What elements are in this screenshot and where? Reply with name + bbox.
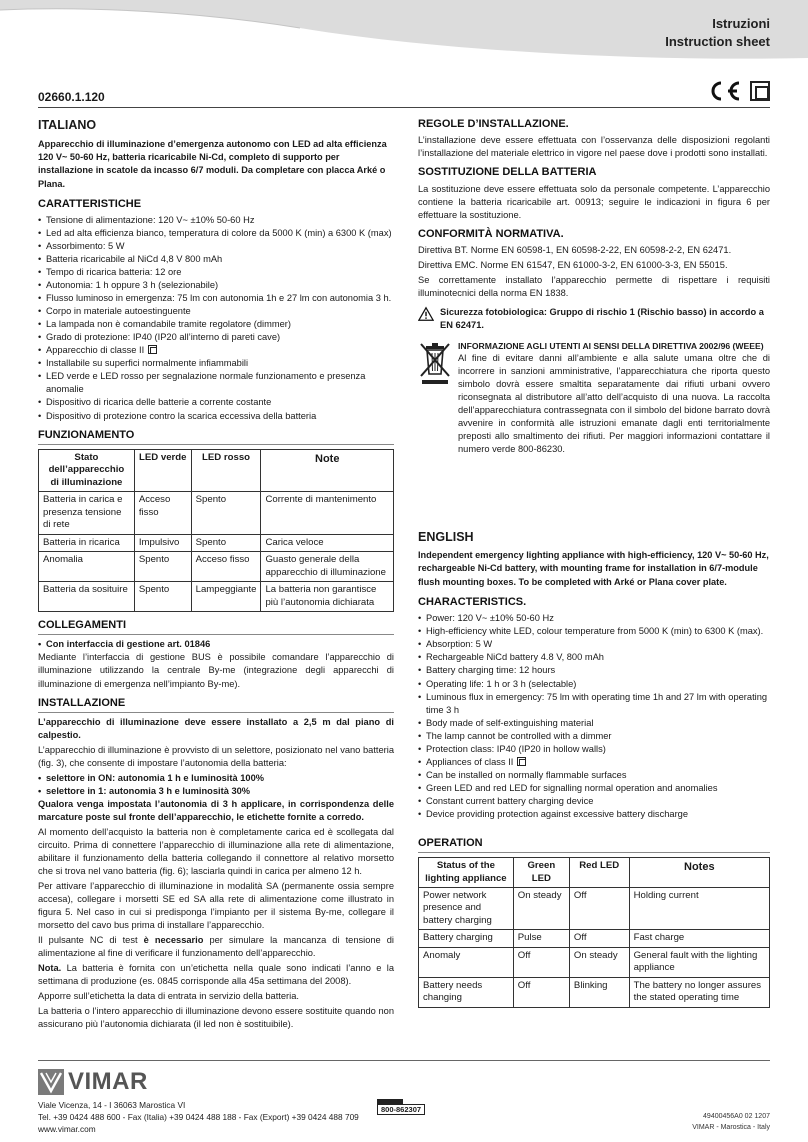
char-item: • Corpo in materiale autoestinguente <box>38 305 394 318</box>
table-row <box>39 582 394 612</box>
status-table-en <box>418 857 770 1008</box>
char-item: • Luminous flux in emergency: 75 lm with operating time 1h and 27 lm with operating time 3 h <box>418 691 770 717</box>
table-cell: Acceso fisso <box>134 492 191 534</box>
nota-label: Nota. <box>38 963 62 974</box>
nota <box>38 962 394 988</box>
char-item-class2 <box>38 344 394 357</box>
regole-title: REGOLE D’INSTALLAZIONE. <box>418 118 569 130</box>
regole-text: L’installazione deve essere effettuata con l’osservanza delle disposizioni regolanti l’installazione del materiale elettrico in vigore nel paese dove i prodotti sono installati. <box>418 135 770 159</box>
char-item: • Tempo di ricarica batteria: 12 ore <box>38 266 394 279</box>
doc-number: 49400456A0 02 1207 <box>703 1113 770 1120</box>
func-title-it: FUNZIONAMENTO <box>38 428 394 445</box>
header-title-en: Instruction sheet <box>665 34 770 49</box>
table-header: Red LED <box>569 858 629 888</box>
char-item-text: Appliances of class II <box>426 756 514 767</box>
table-cell: Lampeggiante <box>191 582 261 612</box>
status-table-it <box>38 449 394 612</box>
table-header: Notes <box>629 858 769 888</box>
sost-text: La sostituzione deve essere effettuata solo da personale competente. L’apparecchio contiene la batteria ricaricabile art. 00913; seguire le indicazioni in figura 6 per effettuare la sostituzione. <box>418 183 770 220</box>
char-list-en <box>418 612 770 820</box>
inst-bold-text: L’apparecchio di illuminazione deve essere installato a 2,5 m dal piano di calpestio. <box>38 716 394 740</box>
website-link[interactable]: www.vimar.com <box>38 1124 96 1135</box>
table-cell: Spento <box>134 582 191 612</box>
char-item-text: Apparecchio di classe II <box>46 345 145 356</box>
intro-it: Apparecchio di illuminazione d’emergenza autonomo con LED ad alta efficienza 120 V~ 50-60 Hz, batteria ricaricabile Ni-Cd, completo di supporto per installazione in scatole da incasso 6/7 moduli. Da completare con placca Arké o Plana. <box>38 138 387 189</box>
char-item: • The lamp cannot be controlled with a dimmer <box>418 730 770 743</box>
table-header-row <box>39 449 394 491</box>
conf-p1: Direttiva BT. Norme EN 60598-1, EN 60598-2-22, EN 60598-2-2, EN 62471. <box>418 245 732 256</box>
char-item: • High-efficiency white LED, colour temperature from 5000 K (min) to 6300 K (max). <box>418 625 770 638</box>
table-cell: Batteria in carica e presenza tensione di rete <box>39 492 135 534</box>
toll-free-badge: 800-862307 <box>377 1104 425 1115</box>
table-cell: Off <box>513 977 569 1007</box>
table-cell: Corrente di mantenimento <box>261 492 394 534</box>
lang-title-en: ENGLISH <box>418 529 474 544</box>
char-item: • LED verde e LED rosso per segnalazione normale funzionamento e presenza anomalie <box>38 370 394 396</box>
table-header: Note <box>261 449 394 491</box>
char-item: • Absorption: 5 W <box>418 638 770 651</box>
table-cell: Guasto generale della apparecchio di illuminazione <box>261 552 394 582</box>
inst-p5: Apporre sull’etichetta la data di entrata in servizio della batteria. <box>38 991 299 1002</box>
header-band <box>0 0 808 62</box>
brand-name: VIMAR <box>68 1068 148 1095</box>
double-insulation-icon <box>148 345 157 354</box>
char-item: • Battery charging time: 12 hours <box>418 664 770 677</box>
char-item: • Led ad alta efficienza bianco, temperatura di colore da 5000 K (min) a 6300 K (max) <box>38 227 394 240</box>
inst-bold <box>38 716 394 742</box>
char-item: • Protection class: IP40 (IP20 in hollow walls) <box>418 743 770 756</box>
vimar-logo-icon <box>38 1069 64 1095</box>
selector-list <box>38 772 394 798</box>
table-cell: Battery needs changing <box>419 977 514 1007</box>
table-cell: On steady <box>569 947 629 977</box>
table-cell: Pulse <box>513 930 569 947</box>
doc-origin: VIMAR - Marostica - Italy <box>692 1123 770 1131</box>
table-cell: Batteria in ricarica <box>39 534 135 551</box>
table-row <box>419 930 770 947</box>
table-cell: The battery no longer assures the stated operating time <box>629 977 769 1007</box>
table-row <box>419 977 770 1007</box>
inst-p1: L’apparecchio di illuminazione è provvisto di un selettore, posizionato nel vano batteria (fig. 3), che consente di impostare l’autonomia della batteria: <box>38 744 394 768</box>
char-item: • Device providing protection against excessive battery discharge <box>418 808 770 821</box>
ce-mark-icon <box>706 80 742 102</box>
table-cell: Spento <box>191 534 261 551</box>
char-item: • Rechargeable NiCd battery 4.8 V, 800 mAh <box>418 651 770 664</box>
table-cell: General fault with the lighting appliance <box>629 947 769 977</box>
header-title-it: Istruzioni <box>712 16 770 31</box>
inst-p4 <box>38 934 394 960</box>
header-swoosh <box>0 0 808 62</box>
table-header-row <box>419 858 770 888</box>
selector-item: • selettore in 1: autonomia 3 h e luminosità 30% <box>38 785 394 798</box>
char-item: • Assorbimento: 5 W <box>38 240 394 253</box>
left-column <box>38 117 394 1033</box>
vimar-logo <box>38 1068 148 1096</box>
photobio-warning <box>418 306 770 332</box>
inst-bold2-text: Qualora venga impostata l’autonomia di 3 h applicare, in corrispondenza delle marcature poste sul fronte dell’apparecchio, le etichette fornite a corredo. <box>38 799 394 823</box>
sost-title: SOSTITUZIONE DELLA BATTERIA <box>418 166 597 179</box>
table-cell: Power network presence and battery charging <box>419 888 514 930</box>
lang-title-it: ITALIANO <box>38 118 97 132</box>
char-item: • Body made of self-extinguishing material <box>418 717 770 730</box>
char-item: • Installabile su superfici normalmente infiammabili <box>38 357 394 370</box>
crossed-bin-icon <box>418 340 452 386</box>
table-cell: Batteria da sosituire <box>39 582 135 612</box>
char-item: • Constant current battery charging device <box>418 795 770 808</box>
table-cell: Spento <box>134 552 191 582</box>
char-item: • Autonomia: 1 h oppure 3 h (selezionabile) <box>38 279 394 292</box>
char-item: • Can be installed on normally flammable surfaces <box>418 769 770 782</box>
table-cell: Anomaly <box>419 947 514 977</box>
table-header: LED rosso <box>191 449 261 491</box>
footer-rule <box>38 1060 770 1061</box>
coll-bullet: • Con interfaccia di gestione art. 01846 <box>38 638 394 651</box>
spacer <box>418 821 770 831</box>
char-item: • Batteria ricaricabile al NiCd 4,8 V 800 mAh <box>38 253 394 266</box>
char-item: • Grado di protezione: IP40 (IP20 all’interno di pareti cave) <box>38 331 394 344</box>
table-row <box>39 552 394 582</box>
certification-marks <box>706 80 770 102</box>
inst-p4-c: per simulare la mancanza di tensione di alimentazione al fine di verificare il funzionamento dell’apparecchio. <box>38 935 394 959</box>
table-cell: Off <box>513 947 569 977</box>
table-cell: On steady <box>513 888 569 930</box>
table-cell: Fast charge <box>629 930 769 947</box>
inst-p3: Per attivare l’apparecchio di illuminazione in modalità SA (permanente ossia sempre accesa), collegare i morsetti SE ed SA alla rete di alimentazione come illustrato in figura 5. Nel caso in cui si predisponga l’impianto per il sistema By-me, collegare il morsetto del cavo bus prima di installare l’apparecchio. <box>38 881 394 931</box>
inst-p2: Al momento dell’acquisto la batteria non è completamente carica ed è scollegata dal circuito. Prima di connettere l’apparecchio di illuminazione alla rete di alimentazione, abilitare il funzionamento della batteria collegando il connettore al relativo morsetto che si trova nel vano batteria (fig. 6); lasciarla quindi in carica per almeno 12 h. <box>38 827 394 877</box>
char-list-it <box>38 214 394 422</box>
inst-p6: La batteria o l’intero apparecchio di illuminazione devono essere sostituite quando non assicurano più l’autonomia dichiarata (il led non è sostituibile). <box>38 1006 394 1030</box>
char-item-class2 <box>418 756 770 769</box>
weee-block <box>418 340 770 458</box>
double-insulation-icon <box>750 81 770 101</box>
conf-p2: Direttiva EMC. Norme EN 61547, EN 61000-3-2, EN 61000-3-3, EN 55015. <box>418 260 728 271</box>
table-cell: Holding current <box>629 888 769 930</box>
table-header: Green LED <box>513 858 569 888</box>
weee-text: Al fine di evitare danni all’ambiente e alla salute umana oltre che di incorrere in sanzioni amministrative, l’apparecchiatura che riporta questo simbolo dovrà essere smaltita separatamente dai rifiuti urbani ovvero riconsegnata al distributore all’atto dell’acquisto di una nuova. La raccolta dell’apparecchiatura contrassegnata con il simbolo del bidone barrato dovrà avvenire in conformità alle istruzioni emanate dagli enti territorialmente preposti allo smaltimento dei rifiuti. Per maggiori informazioni contattare il numero verde 800-86230. <box>458 353 770 455</box>
inst-p4-b: è necessario <box>143 935 204 946</box>
char-title-en: CHARACTERISTICS. <box>418 596 527 609</box>
table-cell: Impulsivo <box>134 534 191 551</box>
company-address <box>38 1099 359 1135</box>
op-title-en: OPERATION <box>418 836 770 853</box>
contact-line: Tel. +39 0424 488 600 - Fax (Italia) +39 0424 488 188 - Fax (Export) +39 0424 488 709 <box>38 1112 359 1123</box>
table-cell: Blinking <box>569 977 629 1007</box>
inst-title-it: INSTALLAZIONE <box>38 696 394 713</box>
table-cell: Carica veloce <box>261 534 394 551</box>
header-rule <box>38 107 770 108</box>
table-cell: La batteria non garantisce più l’autonomia dichiarata <box>261 582 394 612</box>
coll-title-it: COLLEGAMENTI <box>38 618 394 635</box>
char-item: • Tensione di alimentazione: 120 V~ ±10% 50-60 Hz <box>38 214 394 227</box>
spacer <box>418 459 770 529</box>
double-insulation-icon <box>517 757 526 766</box>
table-cell: Off <box>569 888 629 930</box>
char-item: • Power: 120 V~ ±10% 50-60 Hz <box>418 612 770 625</box>
table-row <box>39 492 394 534</box>
char-title-it: CARATTERISTICHE <box>38 197 142 210</box>
selector-item: • selettore in ON: autonomia 1 h e luminosità 100% <box>38 772 394 785</box>
table-cell: Battery charging <box>419 930 514 947</box>
table-cell: Spento <box>191 492 261 534</box>
char-item: • Green LED and red LED for signalling normal operation and anomalies <box>418 782 770 795</box>
address-line: Viale Vicenza, 14 - I 36063 Marostica VI <box>38 1100 186 1110</box>
table-cell: Anomalia <box>39 552 135 582</box>
inst-p4-a: Il pulsante NC di test <box>38 935 144 946</box>
conf-p3: Se correttamente installato l’apparecchio permette di rispettare i requisiti illuminotecnici della norma EN 1838. <box>418 275 770 299</box>
coll-list <box>38 638 394 651</box>
weee-title: INFORMAZIONE AGLI UTENTI AI SENSI DELLA DIRETTIVA 2002/96 (WEEE) <box>458 341 764 352</box>
conf-title: CONFORMITÀ NORMATIVA. <box>418 227 564 240</box>
nota-text: La batteria è fornita con un’etichetta nella quale sono indicati l’anno e la settimana di produzione (es. 0845 corrisponde alla 45a settimana del 2008). <box>38 963 394 987</box>
warning-triangle-icon <box>418 306 434 322</box>
table-header: Stato dell’apparecchio di illuminazione <box>39 449 135 491</box>
char-item: • Operating life: 1 h or 3 h (selectable) <box>418 678 770 691</box>
table-header: LED verde <box>134 449 191 491</box>
inst-bold2 <box>38 798 394 824</box>
char-item: • Flusso luminoso in emergenza: 75 lm con autonomia 1h e 27 lm con autonomia 3 h. <box>38 292 394 305</box>
table-cell: Acceso fisso <box>191 552 261 582</box>
warning-text: Sicurezza fotobiologica: Gruppo di rischio 1 (Rischio basso) in accordo a EN 62471. <box>440 307 764 331</box>
table-cell: Off <box>569 930 629 947</box>
table-row <box>39 534 394 551</box>
table-header: Status of the lighting appliance <box>419 858 514 888</box>
product-code: 02660.1.120 <box>38 90 105 104</box>
char-item: • La lampada non è comandabile tramite regolatore (dimmer) <box>38 318 394 331</box>
table-row <box>419 888 770 930</box>
char-item: • Dispositivo di ricarica delle batterie a corrente costante <box>38 396 394 409</box>
coll-text: Mediante l’interfaccia di gestione BUS è possibile comandare l’apparecchio di illuminazione utilizzando la centrale By-me (integrazione degli apparecchi di illuminazione di emergenza nell’impianto By-me). <box>38 652 394 689</box>
intro-en: Independent emergency lighting appliance with high-efficiency, 120 V~ 50-60 Hz, rechargeable Ni-Cd battery, with mounting frame for installation in 6/7-module flush mounting boxes. To be completed with Arké or Plana cover plate. <box>418 550 769 587</box>
table-row <box>419 947 770 977</box>
right-column <box>418 117 770 1014</box>
weee-text-block <box>458 340 770 458</box>
document-ref <box>692 1112 770 1133</box>
char-item: • Dispositivo di protezione contro la scarica eccessiva della batteria <box>38 410 394 423</box>
